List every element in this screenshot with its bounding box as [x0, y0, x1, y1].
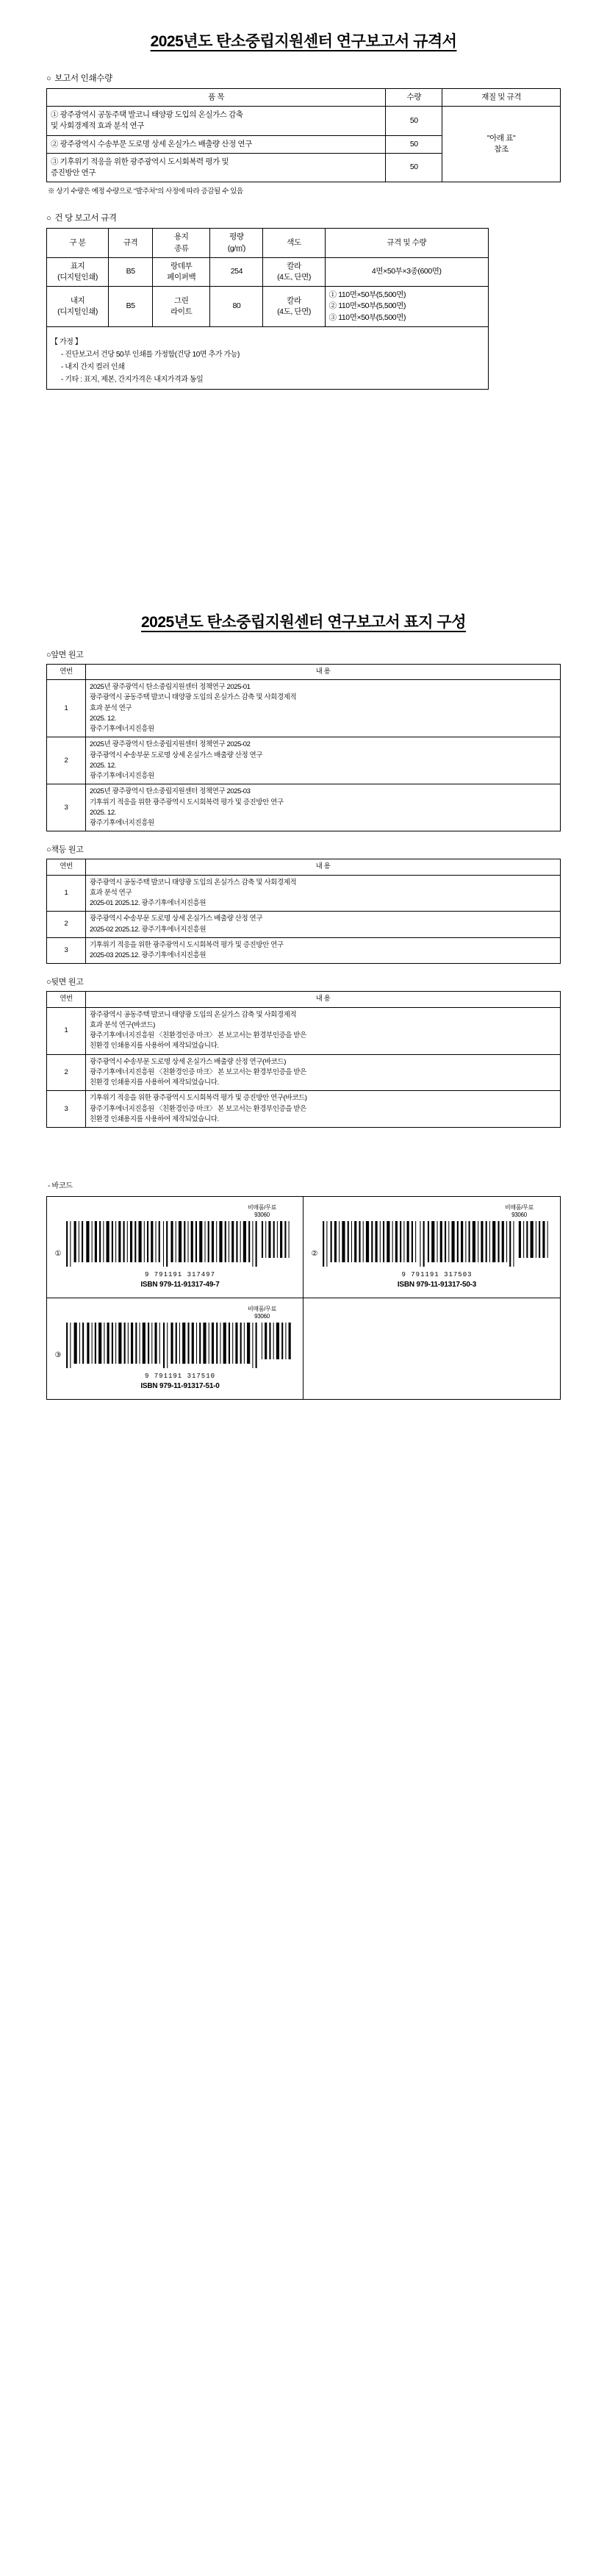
- page-title-2: 2025년도 탄소중립지원센터 연구보고서 표지 구성: [141, 613, 466, 631]
- cell-content-3: 기후위기 적응을 위한 광주광역시 도시회복력 평가 및 증진방안 연구 2025-03 2025.12. 광주기후에너지진흥원: [86, 937, 561, 964]
- section1-heading-label: 보고서 인쇄수량: [54, 74, 112, 83]
- cell-qty-2: 50: [386, 135, 442, 153]
- barcode-digits-3: 9 791191 317510: [144, 1372, 215, 1380]
- barcode-row-1: [47, 1197, 560, 1298]
- cell-division-cover: 표지 (디지털인쇄): [47, 257, 109, 286]
- barcode-index-2: ②: [311, 1250, 318, 1259]
- barcode-price-1: [248, 1204, 276, 1220]
- spine-heading-label: 책등 원고: [51, 845, 84, 855]
- barcode-price-line1-3: 비매품/무료: [247, 1305, 276, 1312]
- barcode-body-1: [65, 1204, 295, 1289]
- table-row: [47, 737, 561, 784]
- assumption-line-3: - 기타 : 표지, 제본, 간지가격은 내지가격과 동일: [61, 375, 204, 384]
- barcode-cell-3: [47, 1298, 304, 1399]
- barcode-row-2: [47, 1298, 560, 1399]
- section-heading-front-cover: [46, 648, 561, 660]
- barcode-body-3: [65, 1306, 295, 1390]
- cell-spec-cover: 4면×50부×3종(600면): [325, 257, 488, 286]
- table-row: [47, 912, 561, 938]
- table-row: [47, 937, 561, 964]
- barcode-price-block-3: [65, 1306, 295, 1321]
- circle-bullet-icon: ○: [46, 74, 51, 83]
- barcode-price-line2-3: 93060: [254, 1313, 270, 1320]
- barcode-price-line2-2: 93060: [511, 1212, 527, 1219]
- col-no: 연번: [47, 992, 86, 1007]
- cell-paper-inner: 그린 라이트: [153, 287, 210, 327]
- table-row: [47, 784, 561, 831]
- barcode-price-2: [505, 1204, 534, 1220]
- col-division: 구 분: [47, 229, 109, 257]
- cell-weight-inner: 80: [210, 287, 263, 327]
- col-spec: 재질 및 규격: [442, 89, 561, 107]
- barcode-bars-1: [65, 1221, 295, 1267]
- barcode-digits-1: 9 791191 317497: [144, 1270, 215, 1278]
- cell-division-inner: 내지 (디지털인쇄): [47, 287, 109, 327]
- barcode-price-block-2: [321, 1204, 553, 1220]
- barcode-section-label: - 바코드: [48, 1182, 73, 1191]
- barcode-area: [46, 1196, 561, 1400]
- col-content: 내 용: [86, 664, 561, 679]
- table-row: [47, 1091, 561, 1128]
- page-content: [46, 0, 561, 1426]
- assumption-title: 【 가정 】: [51, 337, 82, 346]
- col-no: 연번: [47, 859, 86, 875]
- assumption-block: [51, 336, 484, 386]
- col-spec-qty: 규격 및 수량: [325, 229, 488, 257]
- table-row-assumption: [47, 326, 489, 389]
- barcode-price-line2-1: 93060: [254, 1212, 270, 1219]
- cell-no-3: 3: [47, 784, 86, 831]
- cell-paper-cover: 랑데부 페이퍼백: [153, 257, 210, 286]
- col-paper-type: 용지 종류: [153, 229, 210, 257]
- table-row: [47, 287, 489, 327]
- table-row: [47, 875, 561, 912]
- section-heading-report-spec: [46, 212, 561, 223]
- table-header-row: [47, 229, 489, 257]
- cell-no-3: 3: [47, 937, 86, 964]
- table-row: [47, 1054, 561, 1091]
- barcode-bars-3: [65, 1323, 295, 1368]
- cell-no-1: 1: [47, 1007, 86, 1054]
- print-quantity-note: ※ 상기 수량은 예정 수량으로 "발주처"의 사정에 따라 증감될 수 있음: [48, 187, 243, 196]
- table-header-row: [47, 664, 561, 679]
- cell-content-2: 광주광역시 수송부문 도로명 상세 온실가스 배출량 산정 연구 2025-02 2025.12. 광주기후에너지진흥원: [86, 912, 561, 938]
- cell-content-2: 광주광역시 수송부문 도로명 상세 온실가스 배출량 산정 연구(바코드) 광주기후에너지진흥원 〈친환경인증 마크〉 본 보고서는 환경부인증을 받은 친환경 인쇄용지를 사용하여 제작되었습니다.: [86, 1054, 561, 1091]
- cell-no-2: 2: [47, 912, 86, 938]
- col-size: 규격: [109, 229, 153, 257]
- cell-no-2: 2: [47, 737, 86, 784]
- barcode-body-2: [321, 1204, 553, 1289]
- barcode-cell-1: [47, 1197, 304, 1298]
- barcode-price-line1-2: 비매품/무료: [504, 1204, 534, 1212]
- barcode-cell-empty: [304, 1298, 560, 1399]
- section-heading-back-cover: [46, 976, 561, 987]
- barcode-bars-2: [321, 1221, 553, 1267]
- col-color: 색도: [263, 229, 325, 257]
- report-spec-table: [46, 228, 489, 390]
- barcode-price-line1-1: 비매품/무료: [247, 1204, 276, 1212]
- barcode-isbn-3: ISBN 979-11-91317-51-0: [140, 1381, 220, 1390]
- front-cover-table: [46, 664, 561, 832]
- cell-spec-inner: ① 110면×50부(5,500면) ② 110면×50부(5,500면) ③ 110면×50부(5,500면): [325, 287, 488, 327]
- spine-table: [46, 859, 561, 964]
- cell-color-inner: 칼라 (4도, 단면): [263, 287, 325, 327]
- cell-qty-1: 50: [386, 107, 442, 135]
- table-header-row: [47, 992, 561, 1007]
- back-cover-heading-label: 뒷면 원고: [51, 978, 84, 987]
- page-title: 2025년도 탄소중립지원센터 연구보고서 규격서: [150, 33, 457, 50]
- cell-weight-cover: 254: [210, 257, 263, 286]
- barcode-index-3: ③: [54, 1350, 62, 1359]
- col-content: 내 용: [86, 992, 561, 1007]
- col-weight: 평량 (g/㎡): [210, 229, 263, 257]
- cell-no-2: 2: [47, 1054, 86, 1091]
- barcode-isbn-2: ISBN 979-11-91317-50-3: [397, 1280, 477, 1289]
- circle-bullet-icon: ○: [46, 650, 51, 659]
- circle-bullet-icon: ○: [46, 214, 51, 223]
- cell-qty-3: 50: [386, 153, 442, 182]
- col-item: 품 목: [47, 89, 386, 107]
- barcode-digits-2: 9 791191 317503: [401, 1270, 473, 1278]
- cell-item-1: ① 광주광역시 공동주택 발코니 태양광 도입의 온실가스 감축 및 사회경제적 효과 분석 연구: [47, 107, 386, 135]
- section-heading-spine: [46, 843, 561, 855]
- barcode-price-3: [248, 1306, 276, 1321]
- cell-spec-merged: "아래 표" 참조: [442, 107, 561, 182]
- cell-color-cover: 칼라 (4도, 단면): [263, 257, 325, 286]
- back-cover-table: [46, 991, 561, 1128]
- barcode-isbn-1: ISBN 979-11-91317-49-7: [140, 1280, 220, 1289]
- cell-content-3: 기후위기 적응을 위한 광주광역시 도시회복력 평가 및 증진방안 연구(바코드) 광주기후에너지진흥원 〈친환경인증 마크〉 본 보고서는 환경부인증을 받은 친환경 인쇄용지를 사용하여 제작되었습니다.: [86, 1091, 561, 1128]
- cell-size-inner: B5: [109, 287, 153, 327]
- page-break-gap: [46, 390, 561, 610]
- cell-content-1: 광주광역시 공동주택 발코니 태양광 도입의 온실가스 감축 및 사회경제적 효과 분석 연구(바코드) 광주기후에너지진흥원 〈친환경인증 마크〉 본 보고서는 환경부인증을 받은 친환경 인쇄용지를 사용하여 제작되었습니다.: [86, 1007, 561, 1054]
- section2-heading-label: 건 당 보고서 규격: [54, 214, 117, 223]
- cell-content-1: 2025년 광주광역시 탄소중립지원센터 정책연구 2025-01 광주광역시 공동주택 발코니 태양광 도입의 온실가스 감축 및 사회경제적 효과 분석 연구 2025. 12. 광주기후에너지진흥원: [86, 680, 561, 737]
- bottom-gap: [46, 1400, 561, 1426]
- table-header-row: [47, 89, 561, 107]
- cell-assumption: [47, 326, 489, 389]
- table-row: [47, 680, 561, 737]
- table-header-row: [47, 859, 561, 875]
- col-content: 내 용: [86, 859, 561, 875]
- cell-no-1: 1: [47, 875, 86, 912]
- barcode-price-block-1: [65, 1204, 295, 1220]
- cell-item-2: ② 광주광역시 수송부문 도로명 상세 온실가스 배출량 산정 연구: [47, 135, 386, 153]
- barcode-cell-2: [304, 1197, 560, 1298]
- assumption-line-1: - 진단보고서 건당 50부 인쇄를 가정함(건당 10면 추가 가능): [61, 350, 240, 359]
- circle-bullet-icon: ○: [46, 845, 51, 855]
- col-qty: 수량: [386, 89, 442, 107]
- cell-content-2: 2025년 광주광역시 탄소중립지원센터 정책연구 2025-02 광주광역시 수송부문 도로명 상세 온실가스 배출량 산정 연구 2025. 12. 광주기후에너지진흥원: [86, 737, 561, 784]
- cell-no-3: 3: [47, 1091, 86, 1128]
- section-heading-print-quantity: [46, 72, 561, 84]
- barcode-index-1: ①: [54, 1250, 62, 1259]
- cell-item-3: ③ 기후위기 적응을 위한 광주광역시 도시회복력 평가 및 증진방안 연구: [47, 153, 386, 182]
- front-cover-heading-label: 앞면 원고: [51, 650, 84, 659]
- col-no: 연번: [47, 664, 86, 679]
- cell-no-1: 1: [47, 680, 86, 737]
- table-row: [47, 1007, 561, 1054]
- cell-content-1: 광주광역시 공동주택 발코니 태양광 도입의 온실가스 감축 및 사회경제적 효과 분석 연구 2025-01 2025.12. 광주기후에너지진흥원: [86, 875, 561, 912]
- print-quantity-table: [46, 88, 561, 182]
- barcode-gap: [46, 1128, 561, 1179]
- assumption-line-2: - 내지 간지 컬러 인쇄: [61, 362, 125, 371]
- table-row: [47, 107, 561, 135]
- circle-bullet-icon: ○: [46, 978, 51, 987]
- cell-size-cover: B5: [109, 257, 153, 286]
- table-row: [47, 257, 489, 286]
- cell-content-3: 2025년 광주광역시 탄소중립지원센터 정책연구 2025-03 기후위기 적응을 위한 광주광역시 도시회복력 평가 및 증진방안 연구 2025. 12. 광주기후에너지진흥원: [86, 784, 561, 831]
